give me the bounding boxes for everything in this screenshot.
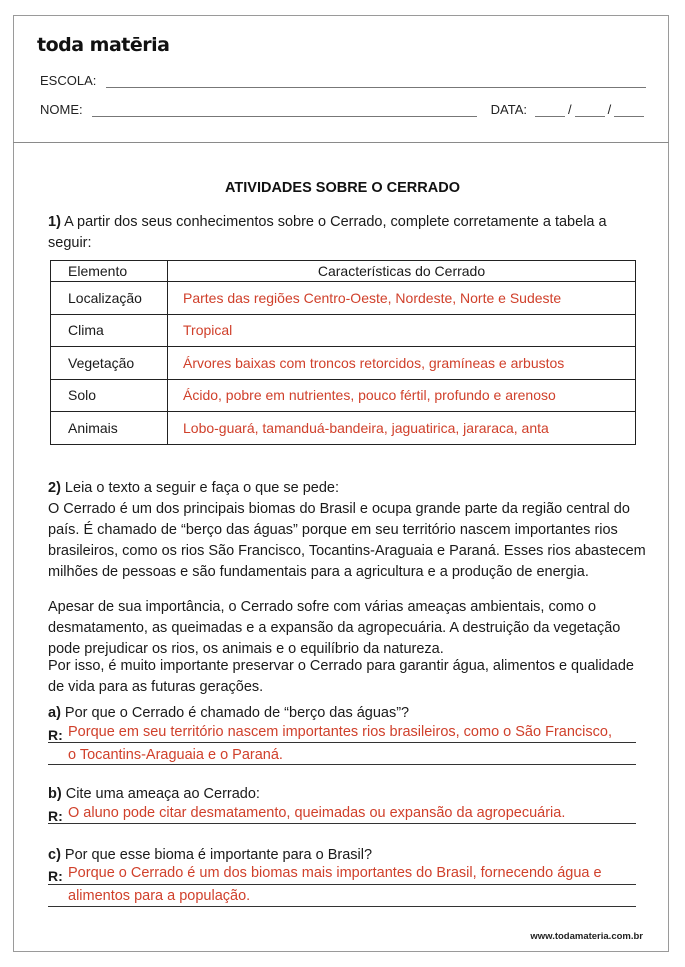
footer-url[interactable]: www.todamateria.com.br — [530, 931, 643, 942]
name-date-field — [40, 102, 644, 117]
table-row — [51, 379, 636, 412]
question-text: Leia o texto a seguir e faça o que se pede: — [60, 480, 340, 496]
date-label: DATA: — [490, 102, 527, 117]
element-cell: Localização — [51, 282, 168, 315]
answer-cell[interactable]: Ácido, pobre em nutrientes, pouco fértil, profundo e arenoso — [168, 379, 636, 412]
element-cell: Animais — [51, 412, 168, 445]
answer-cell[interactable]: Árvores baixas com troncos retorcidos, gramíneas e arbustos — [168, 347, 636, 380]
reading-paragraph-1: O Cerrado é um dos principais biomas do Brasil e ocupa grande parte da região central do país. É chamado de “berço das águas” porque em seu território nascem importantes rios brasileiros, como os rios São Francisco, Tocantins-Araguaia e Paraná. Esses rios abastecem milhões de pessoas e são fundamentais para a agricultura e a produção de energia. — [48, 501, 646, 580]
element-cell: Solo — [51, 379, 168, 412]
reading-paragraph-3: Por isso, é muito importante preservar o Cerrado para garantir água, alimentos e qualidade de vida para as futuras gerações. — [48, 658, 634, 695]
table-row — [51, 412, 636, 445]
question-2b — [48, 784, 648, 805]
table-row — [51, 347, 636, 380]
answer-cell[interactable]: Partes das regiões Centro-Oeste, Nordeste, Norte e Sudeste — [168, 282, 636, 315]
column-header: Características do Cerrado — [168, 261, 636, 282]
reading-paragraph-2: Apesar de sua importância, o Cerrado sofre com várias ameaças ambientais, como o desmatamento, as queimadas e a expansão da agropecuária. A destruição da vegetação pode prejudicar os rios, os animais e o equilíbrio da natureza. — [48, 599, 621, 657]
item-letter: c) — [48, 847, 61, 863]
name-label: NOME: — [40, 102, 83, 117]
question-text: A partir dos seus conhecimentos sobre o Cerrado, complete corretamente a tabela a seguir: — [48, 214, 607, 251]
date-day-line[interactable] — [535, 104, 565, 117]
answer-text[interactable]: Porque o Cerrado é um dos biomas mais importantes do Brasil, fornecendo água e — [68, 865, 602, 881]
answer-line — [48, 884, 636, 885]
item-question: Cite uma ameaça ao Cerrado: — [61, 786, 260, 802]
answer-label: R: — [48, 868, 63, 884]
answer-line — [48, 742, 636, 743]
question-2c — [48, 845, 648, 866]
header-divider — [13, 142, 669, 143]
cerrado-table — [50, 260, 636, 445]
answer-text[interactable]: o Tocantins-Araguaia e o Paraná. — [68, 747, 283, 763]
logo: toda matēria — [37, 34, 170, 56]
answer-text[interactable]: Porque em seu território nascem importantes rios brasileiros, como o São Francisco, — [68, 724, 612, 740]
answer-text[interactable]: alimentos para a população. — [68, 888, 251, 904]
school-field — [40, 73, 646, 88]
question-2 — [48, 478, 648, 499]
table-header-row — [51, 261, 636, 282]
question-2a — [48, 703, 648, 724]
item-question: Por que esse bioma é importante para o Brasil? — [60, 847, 373, 863]
element-cell: Vegetação — [51, 347, 168, 380]
school-input-line[interactable] — [106, 75, 646, 88]
column-header: Elemento — [51, 261, 168, 282]
answer-cell[interactable]: Tropical — [168, 314, 636, 347]
answer-line — [48, 823, 636, 824]
question-number: 2) — [48, 480, 61, 496]
answer-line — [48, 906, 636, 907]
date-separator: / — [607, 102, 612, 117]
name-input-line[interactable] — [92, 104, 477, 117]
table-row — [51, 314, 636, 347]
answer-cell[interactable]: Lobo-guará, tamanduá-bandeira, jaguatirica, jararaca, anta — [168, 412, 636, 445]
item-letter: b) — [48, 786, 62, 802]
question-1 — [48, 212, 648, 254]
answer-line — [48, 764, 636, 765]
question-number: 1) — [48, 214, 61, 230]
date-month-line[interactable] — [575, 104, 605, 117]
school-label: ESCOLA: — [40, 73, 97, 88]
answer-text[interactable]: O aluno pode citar desmatamento, queimadas ou expansão da agropecuária. — [68, 805, 566, 821]
answer-label: R: — [48, 808, 63, 824]
page-title: ATIVIDADES SOBRE O CERRADO — [225, 180, 460, 196]
answer-label: R: — [48, 727, 63, 743]
item-letter: a) — [48, 705, 61, 721]
table-row — [51, 282, 636, 315]
date-year-line[interactable] — [614, 104, 644, 117]
date-separator: / — [567, 102, 572, 117]
item-question: Por que o Cerrado é chamado de “berço das águas”? — [60, 705, 410, 721]
element-cell: Clima — [51, 314, 168, 347]
